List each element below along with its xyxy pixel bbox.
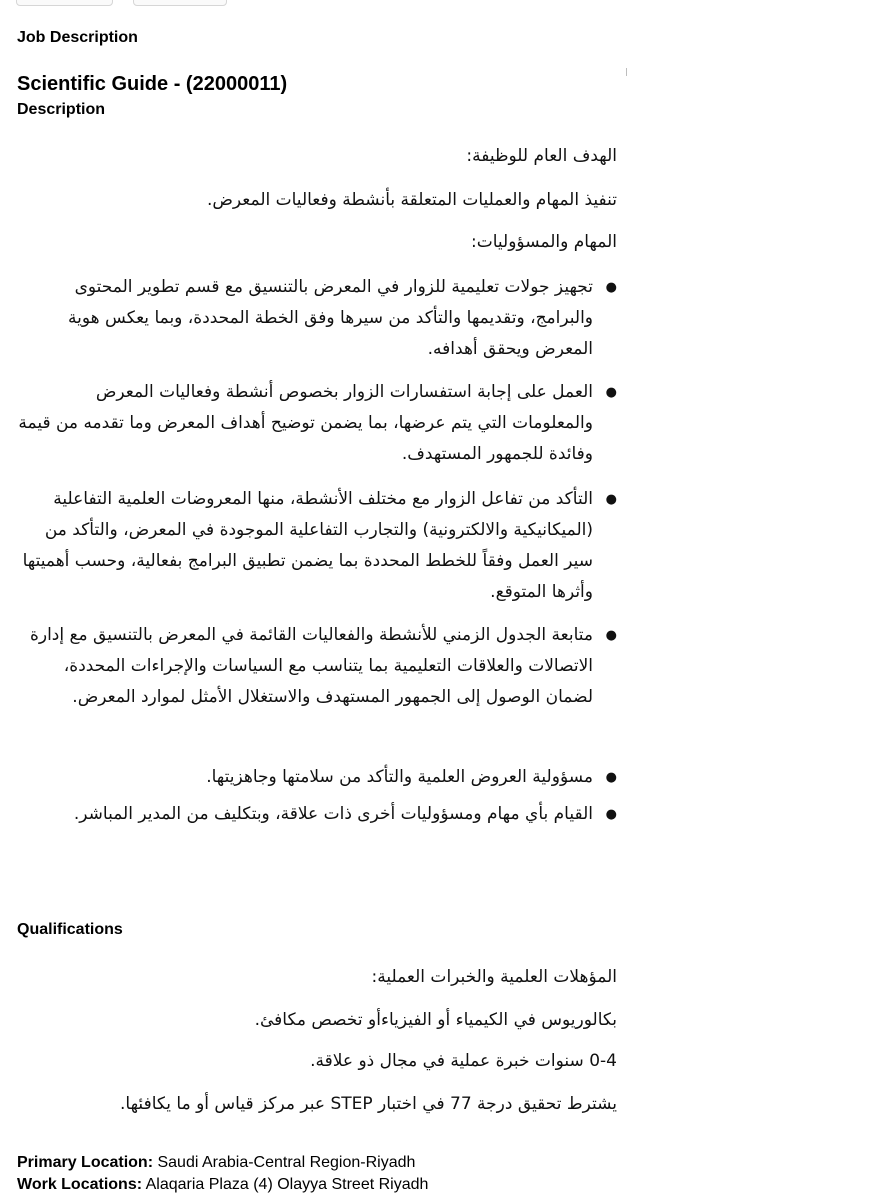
job-title: Scientific Guide - (22000011) (17, 73, 288, 95)
objective-heading: الهدف العام للوظيفة: (466, 146, 617, 166)
qualification-item: بكالوريوس في الكيمياء أو الفيزياءأو تخصص مكافئ. (254, 1010, 617, 1030)
duty-item (17, 272, 617, 377)
bullet-icon: ● (605, 492, 617, 507)
bullet-icon: ● (605, 628, 617, 643)
duty-item (17, 799, 617, 869)
description-label: Description (17, 101, 106, 118)
bullet-icon: ● (605, 385, 617, 400)
qualification-item: يشترط تحقيق درجة 77 في اختبار STEP عبر مركز قياس أو ما يكافئها. (120, 1094, 617, 1114)
duty-item (17, 484, 617, 620)
duty-text: مسؤولية العروض العلمية والتأكد من سلامتها وجاهزيتها. (206, 767, 593, 787)
duty-text: التأكد من تفاعل الزوار مع مختلف الأنشطة، منها المعروضات العلمية التفاعلية (الميكانيكية والالكترونية) والتجارب التفاعلية الموجودة في المعرض، والتأكد من سير العمل وفقاً للخطط المحددة بما يضمن تطبيق البرامج بفعالية، وحسب أهميتها وأثرها المتوقع. (22, 489, 593, 602)
qualification-item: 0-4 سنوات خبرة عملية في مجال ذو علاقة. (310, 1051, 617, 1071)
divider-tick (626, 68, 627, 76)
duty-item (17, 377, 617, 484)
work-locations-label: Work Locations: (17, 1176, 143, 1193)
primary-location-label: Primary Location: (17, 1154, 154, 1171)
bullet-icon: ● (605, 770, 617, 785)
work-locations-value: Alaqaria Plaza (4) Olayya Street Riyadh (145, 1176, 429, 1193)
duties-heading: المهام والمسؤوليات: (471, 232, 617, 252)
top-tab-left[interactable] (16, 0, 113, 6)
bullet-icon: ● (605, 280, 617, 295)
primary-location (17, 1154, 415, 1172)
duty-text: القيام بأي مهام ومسؤوليات أخرى ذات علاقة، وبتكليف من المدير المباشر. (73, 804, 593, 824)
duty-item (17, 620, 617, 762)
duty-text: العمل على إجابة استفسارات الزوار بخصوص أنشطة وفعاليات المعرض والمعلومات التي يتم عرضها، بما يضمن توضيح أهداف المعرض وما تقدمه من قيمة وفائدة للجمهور المستهدف. (18, 382, 593, 464)
top-tab-right[interactable] (133, 0, 227, 6)
bullet-icon: ● (605, 807, 617, 822)
duty-text: متابعة الجدول الزمني للأنشطة والفعاليات القائمة في المعرض بالتنسيق مع إدارة الاتصالات والعلاقات التعليمية بما يتناسب مع السياسات والإجراءات المحددة، لضمان الوصول إلى الجمهور المستهدف والاستغلال الأمثل لموارد المعرض. (29, 625, 593, 707)
qualifications-heading: المؤهلات العلمية والخبرات العملية: (371, 967, 617, 987)
section-title-job-description: Job Description (17, 29, 138, 46)
work-locations (17, 1176, 428, 1194)
qualifications-label: Qualifications (17, 921, 123, 938)
primary-location-value: Saudi Arabia-Central Region-Riyadh (157, 1154, 416, 1171)
duties-list (17, 272, 617, 869)
objective-text: تنفيذ المهام والعمليات المتعلقة بأنشطة وفعاليات المعرض. (206, 190, 617, 210)
duty-item (17, 762, 617, 799)
duty-text: تجهيز جولات تعليمية للزوار في المعرض بالتنسيق مع قسم تطوير المحتوى والبرامج، وتقديمها والتأكد من سيرها وفق الخطة المحددة، وبما يعكس هوية المعرض ويحقق أهدافه. (68, 277, 593, 359)
